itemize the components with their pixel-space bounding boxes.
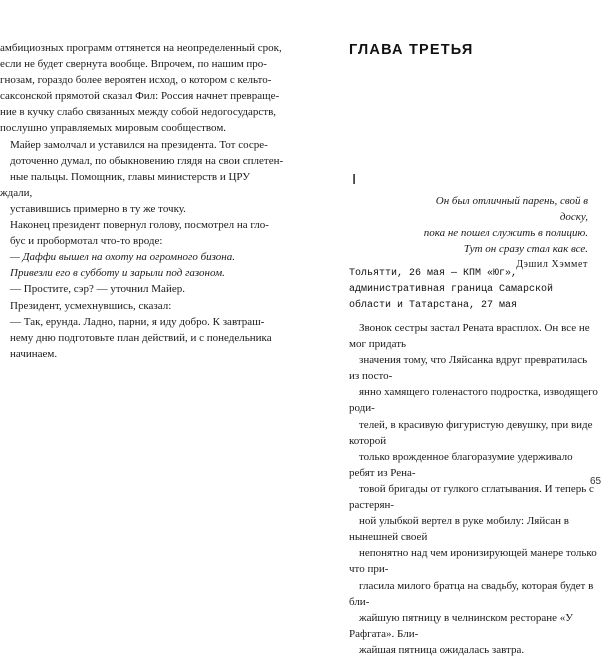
text-line: значения тому, что Ляйсанка вдруг превратилась из посто- xyxy=(349,354,588,383)
paragraph xyxy=(0,298,285,314)
paragraph xyxy=(0,40,285,137)
text-line: саксонской прямотой сказал Фил: Россия начнет превраще- xyxy=(0,90,280,103)
text-line: уставившись примерно в ту же точку. xyxy=(10,202,186,215)
epigraph-author: Дэшил Хэммет xyxy=(516,259,588,270)
epigraph-line: Тут он сразу стал как все. xyxy=(463,243,588,255)
text-line: жайшая пятница ожидалась завтра. xyxy=(359,643,525,656)
page-number: 65 xyxy=(590,476,601,487)
text-line: доточенно думал, по обыкновению глядя на свои сплетен- xyxy=(10,154,284,167)
text-line: непонятно над чем иронизирующей манере только что при- xyxy=(349,547,597,576)
text-line: гнозам, гораздо более вероятен исход, о котором с кельто- xyxy=(0,74,272,87)
paragraph xyxy=(349,320,600,658)
text-line: послушно управляемых мировым сообществом. xyxy=(0,122,227,135)
text-line: янно хамящего голенастого подростка, изводящего роди- xyxy=(349,386,598,415)
dialogue-line xyxy=(0,314,285,362)
epigraph xyxy=(420,193,588,273)
text-line: жайшую пятницу в челнинском ресторане «У Рафгата». Бли- xyxy=(349,611,574,640)
dateline-line: административная граница Самарской xyxy=(349,284,554,295)
paragraph xyxy=(0,217,285,249)
text-line: амбициозных программ оттянется на неопределенный срок, xyxy=(0,42,282,54)
left-page xyxy=(0,0,300,531)
text-line: Наконец президент повернул голову, посмотрел на гло- xyxy=(10,219,269,232)
text-line: Звонок сестры застал Рената врасплох. Он все не мог придать xyxy=(349,322,590,351)
epigraph-line: пока не пошел служить в полицию. xyxy=(423,227,588,239)
text-line: — Простите, сэр? — уточнил Майер. xyxy=(10,283,185,296)
right-page xyxy=(300,0,601,656)
dateline-line: Тольятти, 26 мая — КПМ «Юг», xyxy=(349,268,518,279)
paragraph xyxy=(0,137,285,217)
text-line: телей, в красивую фигуристую девушку, при виде которой xyxy=(349,418,593,447)
text-line: гласила милого братца на свадьбу, которая будет в бли- xyxy=(349,579,594,608)
chapter-title: ГЛАВА ТРЕТЬЯ xyxy=(349,42,474,58)
text-line: начинаем. xyxy=(10,347,58,360)
text-line: ной улыбкой вертел в руке мобилу: Ляйсан в нынешней своей xyxy=(349,515,569,544)
text-line: если не будет свернута вообще. Впрочем, по нашим про- xyxy=(0,58,267,71)
left-page-text xyxy=(0,40,285,362)
dateline xyxy=(349,266,599,314)
text-line: Президент, усмехнувшись, сказал: xyxy=(10,299,172,312)
dialogue-line xyxy=(0,281,285,297)
text-line: ние в кучку слабо связанных между собой недогосударств, xyxy=(0,106,277,119)
text-line: Майер замолчал и уставился на президента. Тот сосре- xyxy=(10,138,268,151)
text-line: ные пальцы. Помощник, главы министерств и ЦРУ ждали, xyxy=(0,170,251,199)
text-line: только врожденное благоразумие удерживало ребят из Рена- xyxy=(349,450,573,479)
poem-quote xyxy=(0,249,285,281)
section-number: I xyxy=(352,171,357,188)
text-line: нему дню подготовьте план действий, и с понедельника xyxy=(10,331,272,344)
text-line: бус и пробормотал что-то вроде: xyxy=(10,235,163,248)
right-page-text xyxy=(349,320,600,658)
epigraph-line: Он был отличный парень, свой в доску, xyxy=(435,195,588,223)
text-line: — Так, ерунда. Ладно, парни, я иду добро. К завтраш- xyxy=(10,315,265,328)
dateline-line: области и Татарстана, 27 мая xyxy=(349,300,518,311)
poem-line: Привезли его в субботу и зарыли под газоном. xyxy=(10,267,225,280)
poem-line: — Даффи вышел на охоту на огромного бизона. xyxy=(10,251,235,264)
text-line: товой бригады от гулкого сглатывания. И теперь с растерян- xyxy=(349,482,594,512)
